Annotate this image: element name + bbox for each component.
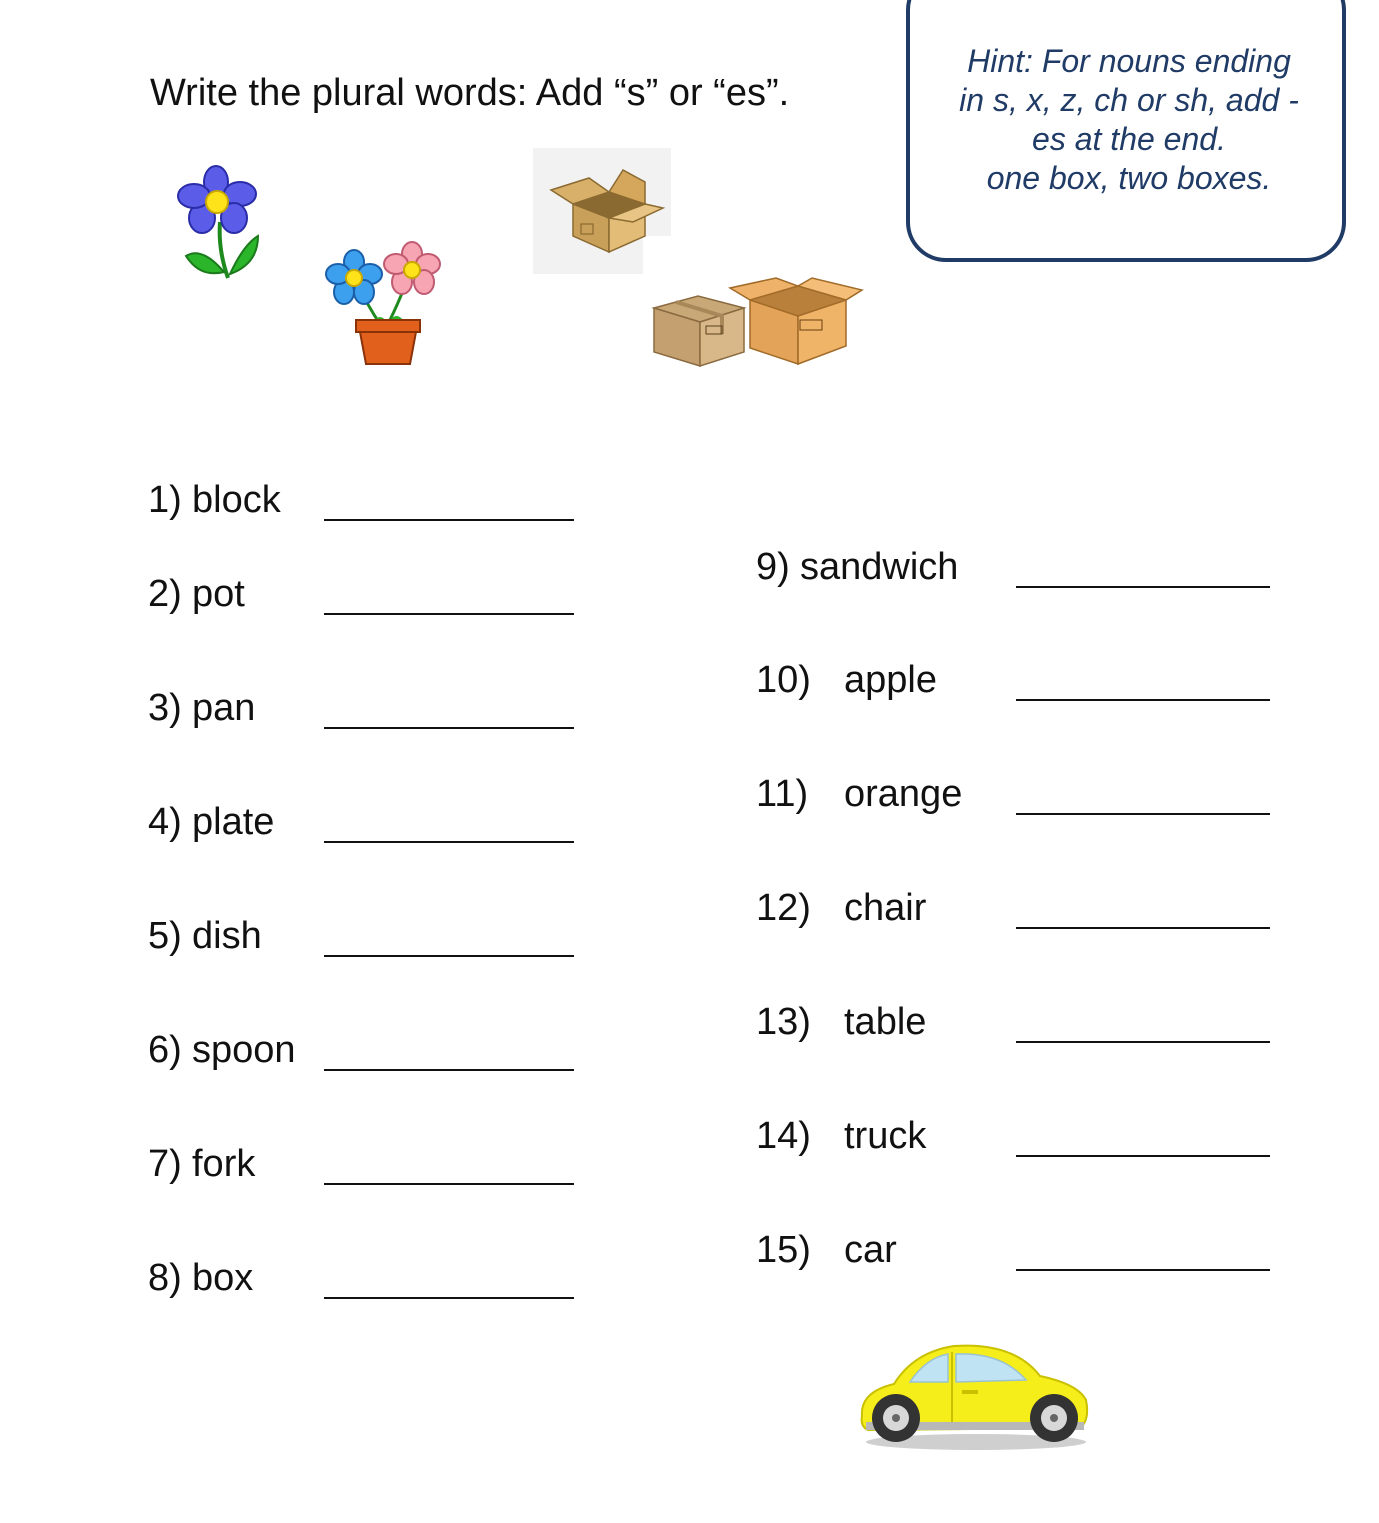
list-item	[148, 1026, 578, 1086]
item-number: 14)	[756, 1115, 811, 1157]
hint-line: es at the end.	[1032, 121, 1226, 157]
flower-pot-icon	[324, 240, 450, 368]
item-number: 7)	[148, 1143, 182, 1185]
item-word: spoon	[192, 1029, 296, 1071]
item-word: plate	[192, 801, 275, 843]
item-word: pot	[192, 573, 245, 615]
item-word: apple	[844, 659, 937, 701]
list-item	[148, 912, 578, 972]
item-number: 13)	[756, 1001, 811, 1043]
list-item	[756, 1226, 1272, 1286]
open-box-icon	[533, 148, 671, 274]
item-number: 12)	[756, 887, 811, 929]
hint-line: in s, x, z, ch or sh, add -	[959, 82, 1299, 118]
item-word: dish	[192, 915, 262, 957]
hint-text	[940, 42, 1318, 198]
item-number: 2)	[148, 573, 182, 615]
item-word: pan	[192, 687, 256, 729]
answer-blank[interactable]	[324, 841, 574, 843]
item-word: table	[844, 1001, 927, 1043]
item-word: chair	[844, 887, 927, 929]
list-item	[148, 798, 578, 858]
list-item	[756, 543, 1272, 603]
item-number: 5)	[148, 915, 182, 957]
boxes-icon	[650, 276, 864, 370]
item-word: car	[844, 1229, 897, 1271]
hint-line: Hint: For nouns ending	[967, 43, 1291, 79]
list-item	[148, 684, 578, 744]
item-number: 11)	[756, 773, 809, 815]
list-item	[148, 1254, 578, 1314]
item-word: orange	[844, 773, 963, 815]
list-item	[756, 656, 1272, 716]
list-item	[756, 1112, 1272, 1172]
list-item	[148, 570, 578, 630]
hint-line: one box, two boxes.	[986, 160, 1272, 196]
list-item	[756, 770, 1272, 830]
answer-blank[interactable]	[1016, 1155, 1270, 1157]
answer-blank[interactable]	[1016, 1269, 1270, 1271]
item-number: 9)	[756, 546, 790, 588]
item-word: truck	[844, 1115, 927, 1157]
item-word: sandwich	[800, 546, 959, 588]
answer-blank[interactable]	[324, 519, 574, 521]
list-item	[756, 998, 1272, 1058]
item-number: 4)	[148, 801, 182, 843]
item-number: 8)	[148, 1257, 182, 1299]
list-item	[148, 1140, 578, 1200]
item-word: box	[192, 1257, 254, 1299]
answer-blank[interactable]	[1016, 1041, 1270, 1043]
item-word: fork	[192, 1143, 256, 1185]
answer-blank[interactable]	[324, 1069, 574, 1071]
answer-blank[interactable]	[324, 1297, 574, 1299]
list-item	[148, 476, 578, 536]
item-number: 1)	[148, 479, 182, 521]
item-number: 6)	[148, 1029, 182, 1071]
car-icon	[854, 1338, 1092, 1454]
item-number: 15)	[756, 1229, 811, 1271]
flower-icon	[172, 160, 272, 285]
answer-blank[interactable]	[1016, 813, 1270, 815]
answer-blank[interactable]	[1016, 927, 1270, 929]
answer-blank[interactable]	[324, 727, 574, 729]
item-number: 10)	[756, 659, 811, 701]
instruction-heading: Write the plural words: Add “s” or “es”.	[150, 72, 790, 114]
answer-blank[interactable]	[324, 955, 574, 957]
list-item	[756, 884, 1272, 944]
item-word: block	[192, 479, 281, 521]
answer-blank[interactable]	[1016, 699, 1270, 701]
answer-blank[interactable]	[1016, 586, 1270, 588]
answer-blank[interactable]	[324, 1183, 574, 1185]
item-number: 3)	[148, 687, 182, 729]
answer-blank[interactable]	[324, 613, 574, 615]
